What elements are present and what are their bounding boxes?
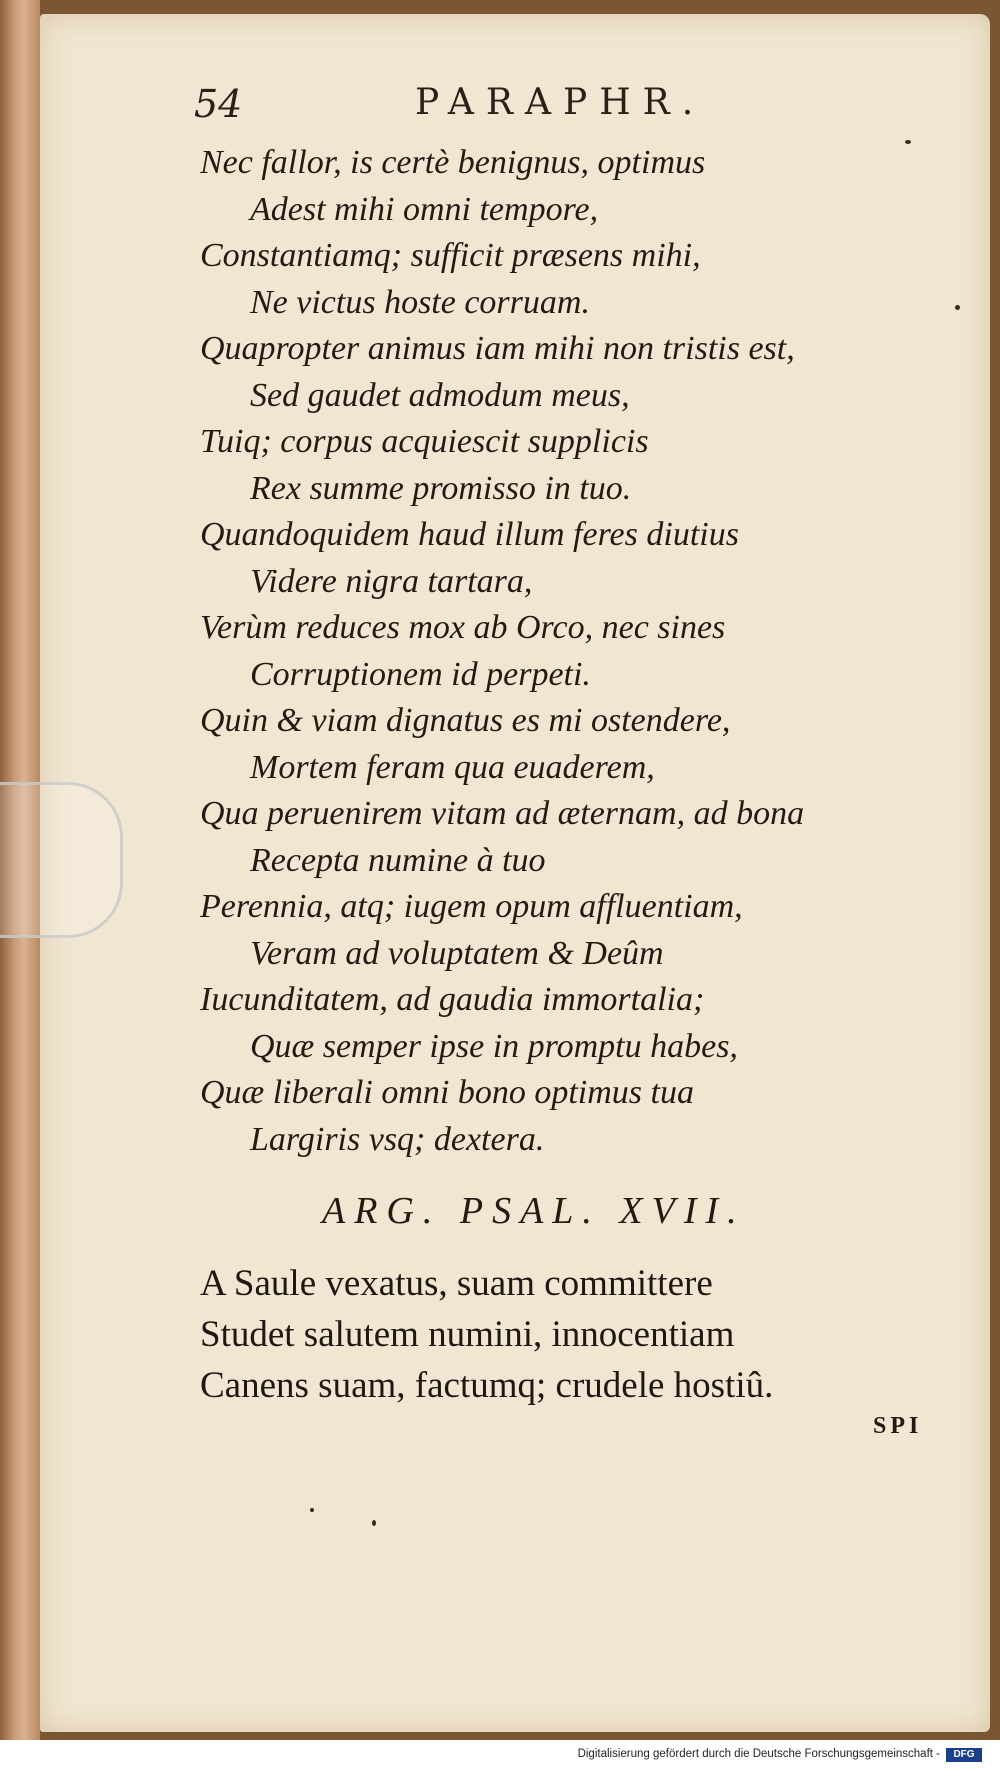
footer-credit: Digitalisierung gefördert durch die Deutsche Forschungsgemeinschaft - [577, 1748, 940, 1760]
verse-line: Recepta numine à tuo [250, 841, 546, 879]
ink-speck [310, 1508, 314, 1512]
verse-line: Quandoquidem haud illum feres diutius [200, 516, 739, 553]
catchword: SPI [873, 1413, 923, 1439]
argument-line: Canens suam, factumq; crudele hostiû. [200, 1365, 774, 1406]
verse-line: Largiris vsq; dextera. [250, 1120, 545, 1158]
verse-line: Qua peruenirem vitam ad æternam, ad bona [200, 795, 805, 832]
verse-line: Rex summe promisso in tuo. [250, 469, 632, 507]
verse-line: Veram ad voluptatem & Deûm [250, 934, 664, 972]
page-header [0, 82, 1000, 132]
verse-line: Verùm reduces mox ab Orco, nec sines [200, 609, 726, 646]
verse-line: Adest mihi omni tempore, [250, 190, 599, 228]
argument-line: Studet salutem numini, innocentiam [200, 1314, 735, 1355]
ink-speck [955, 305, 960, 310]
verse-line: Quin & viam dignatus es mi ostendere, [200, 702, 731, 739]
verse-line: Quæ semper ipse in promptu habes, [250, 1027, 738, 1065]
argument-block [200, 1258, 980, 1411]
running-head: PARAPHR. [415, 82, 706, 123]
verse-line: Sed gaudet admodum meus, [250, 376, 630, 414]
verse-line: Ne victus hoste corruam. [250, 283, 590, 321]
verse-line: Iucunditatem, ad gaudia immortalia; [200, 981, 705, 1018]
verse-line: Quæ liberali omni bono optimus tua [200, 1074, 694, 1111]
verse-line: Nec fallor, is certè benignus, optimus [200, 144, 706, 181]
ink-speck [905, 140, 911, 144]
verse-line: Videre nigra tartara, [250, 562, 533, 600]
verse-line: Perennia, atq; iugem opum affluentiam, [200, 888, 743, 925]
footer-bar [0, 1743, 1000, 1769]
verse-line: Constantiamq; sufficit præsens mihi, [200, 237, 701, 274]
ink-speck [372, 1520, 376, 1526]
verse-line: Tuiq; corpus acquiescit supplicis [200, 423, 649, 460]
section-heading: ARG. PSAL. XVII. [322, 1190, 746, 1232]
verse-line: Quapropter animus iam mihi non tristis est, [200, 330, 795, 367]
verse-block [0, 140, 1000, 1163]
verse-line: Mortem feram qua euaderem, [250, 748, 655, 786]
verse-line: Corruptionem id perpeti. [250, 655, 591, 693]
page-number: 54 [194, 82, 243, 126]
dfg-logo: DFG [946, 1748, 982, 1762]
argument-line: A Saule vexatus, suam committere [200, 1263, 713, 1304]
